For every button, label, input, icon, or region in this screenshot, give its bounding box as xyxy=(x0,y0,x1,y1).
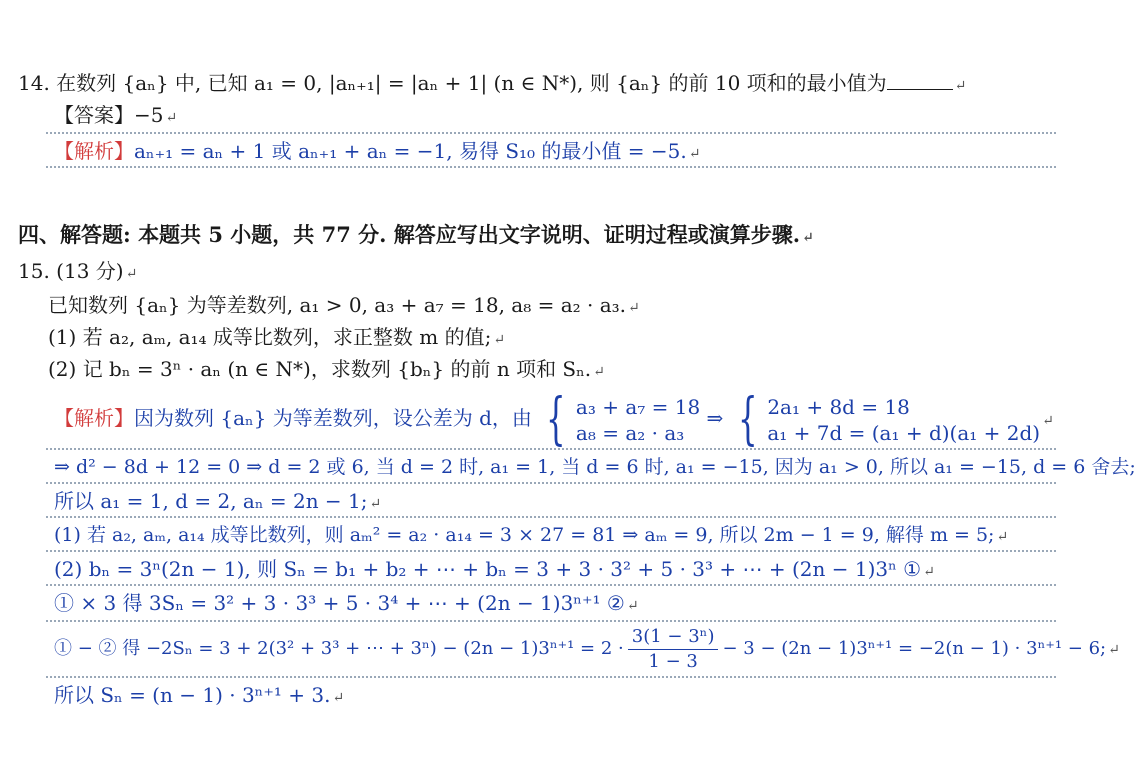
divider xyxy=(46,676,1056,678)
divider xyxy=(46,448,1056,450)
return-mark-icon: ↵ xyxy=(593,364,605,380)
q14-analysis xyxy=(54,138,700,167)
return-mark-icon: ↵ xyxy=(369,496,382,512)
q15-line7 xyxy=(54,624,1120,675)
q15-line4 xyxy=(54,522,1008,550)
left-brace-icon: { xyxy=(546,386,566,452)
return-mark-icon: ↵ xyxy=(802,230,814,246)
left-brace-icon: { xyxy=(737,386,758,452)
q15-number-text: 15. (13 分) xyxy=(18,259,124,283)
return-mark-icon: ↵ xyxy=(493,332,506,348)
q15-line3 xyxy=(54,488,381,517)
line6-text: ① × 3 得 3Sₙ = 3² + 3 · 3³ + 5 · 3⁴ + ⋯ + (2n − 1)3ⁿ⁺¹ ② xyxy=(54,591,625,615)
fraction-denominator: 1 − 3 xyxy=(648,650,698,672)
divider xyxy=(46,620,1056,622)
q15-line8 xyxy=(54,682,344,711)
return-mark-icon: ↵ xyxy=(923,564,935,580)
answer-blank xyxy=(887,71,953,90)
implies-arrow: ⇒ xyxy=(706,406,724,430)
return-mark-icon: ↵ xyxy=(332,690,345,706)
system1-eq1: a₃ + a₇ = 18 xyxy=(575,394,701,419)
q14-analysis-text: aₙ₊₁ = aₙ + 1 或 aₙ₊₁ + aₙ = −1, 易得 S₁₀ 的最小值 = −5. xyxy=(134,139,687,163)
return-mark-icon: ↵ xyxy=(125,266,138,282)
q15-line5 xyxy=(54,556,935,585)
q14-stem xyxy=(18,70,966,99)
return-mark-icon: ↵ xyxy=(628,300,640,316)
return-mark-icon: ↵ xyxy=(1108,642,1120,658)
q15-analysis-intro xyxy=(54,386,1054,452)
line4-text: (1) 若 a₂, aₘ, a₁₄ 成等比数列，则 aₘ² = a₂ · a₁₄ = 3 × 27 = 81 ⇒ aₘ = 9, 所以 2m − 1 = 9, 解得 m = 5; xyxy=(54,524,995,546)
return-mark-icon: ↵ xyxy=(165,110,178,126)
q15-part1-text: (1) 若 a₂, aₘ, a₁₄ 成等比数列，求正整数 m 的值; xyxy=(48,325,492,349)
equation-system-2 xyxy=(767,394,1040,446)
q14-stem-text: 14. 在数列 {aₙ} 中, 已知 a₁ = 0, |aₙ₊₁| = |aₙ + 1| (n ∈ N*), 则 {aₙ} 的前 10 项和的最小值为 xyxy=(18,71,887,95)
q15-line6 xyxy=(54,590,639,619)
divider xyxy=(46,132,1056,134)
q15-number xyxy=(18,258,137,287)
line5-text: (2) bₙ = 3ⁿ(2n − 1), 则 Sₙ = b₁ + b₂ + ⋯ + bₙ = 3 + 3 · 3² + 5 · 3³ + ⋯ + (2n − 1)3ⁿ ① xyxy=(54,557,922,581)
return-mark-icon: ↵ xyxy=(954,78,967,94)
equation-system-1 xyxy=(576,394,700,446)
section-title-text: 四、解答题: 本题共 5 小题，共 77 分. 解答应写出文字说明、证明过程或演算步骤. xyxy=(18,222,801,247)
q15-part1 xyxy=(48,324,505,353)
answer-value: −5 xyxy=(134,103,164,127)
analysis-label: 【解析】 xyxy=(54,139,134,163)
system2-eq1: 2a₁ + 8d = 18 xyxy=(767,394,910,419)
divider xyxy=(46,584,1056,586)
q15-part2 xyxy=(48,356,605,385)
q15-part2-text: (2) 记 bₙ = 3ⁿ · aₙ (n ∈ N*)，求数列 {bₙ} 的前 n 项和 Sₙ. xyxy=(48,357,592,381)
divider xyxy=(46,482,1056,484)
divider xyxy=(46,166,1056,168)
system2-eq2: a₁ + 7d = (a₁ + d)(a₁ + 2d) xyxy=(767,420,1041,445)
return-mark-icon: ↵ xyxy=(1042,413,1054,429)
line2-text: ⇒ d² − 8d + 12 = 0 ⇒ d = 2 或 6, 当 d = 2 时, a₁ = 1, 当 d = 6 时, a₁ = −15, 因为 a₁ > 0, 所以 a₁ = −15, d = 6 舍去; xyxy=(54,456,1136,478)
system1-eq2: a₈ = a₂ · a₃ xyxy=(575,420,685,445)
line7-part-b: − 3 − (2n − 1)3ⁿ⁺¹ = −2(n − 1) · 3ⁿ⁺¹ − 6; xyxy=(722,638,1107,659)
q15-line2 xyxy=(54,454,1136,480)
fraction-numerator: 3(1 − 3ⁿ) xyxy=(628,625,719,650)
line8-text: 所以 Sₙ = (n − 1) · 3ⁿ⁺¹ + 3. xyxy=(54,683,331,707)
line7-part-a: ① − ② 得 −2Sₙ = 3 + 2(3² + 3³ + ⋯ + 3ⁿ) − (2n − 1)3ⁿ⁺¹ = 2 · xyxy=(54,638,624,659)
fraction xyxy=(628,625,719,674)
q15-given-text: 已知数列 {aₙ} 为等差数列, a₁ > 0, a₃ + a₇ = 18, a₈ = a₂ · a₃. xyxy=(48,293,627,317)
analysis-label: 【解析】 xyxy=(54,406,134,430)
return-mark-icon: ↵ xyxy=(626,598,639,614)
return-mark-icon: ↵ xyxy=(996,529,1009,545)
line3-text: 所以 a₁ = 1, d = 2, aₙ = 2n − 1; xyxy=(54,489,368,513)
analysis-intro-text: 因为数列 {aₙ} 为等差数列，设公差为 d，由 xyxy=(134,406,532,430)
q14-answer xyxy=(54,102,177,131)
answer-label: 【答案】 xyxy=(54,103,134,127)
divider xyxy=(46,516,1056,518)
section-title xyxy=(18,222,814,251)
q15-given xyxy=(48,292,640,321)
return-mark-icon: ↵ xyxy=(688,146,701,162)
divider xyxy=(46,550,1056,552)
